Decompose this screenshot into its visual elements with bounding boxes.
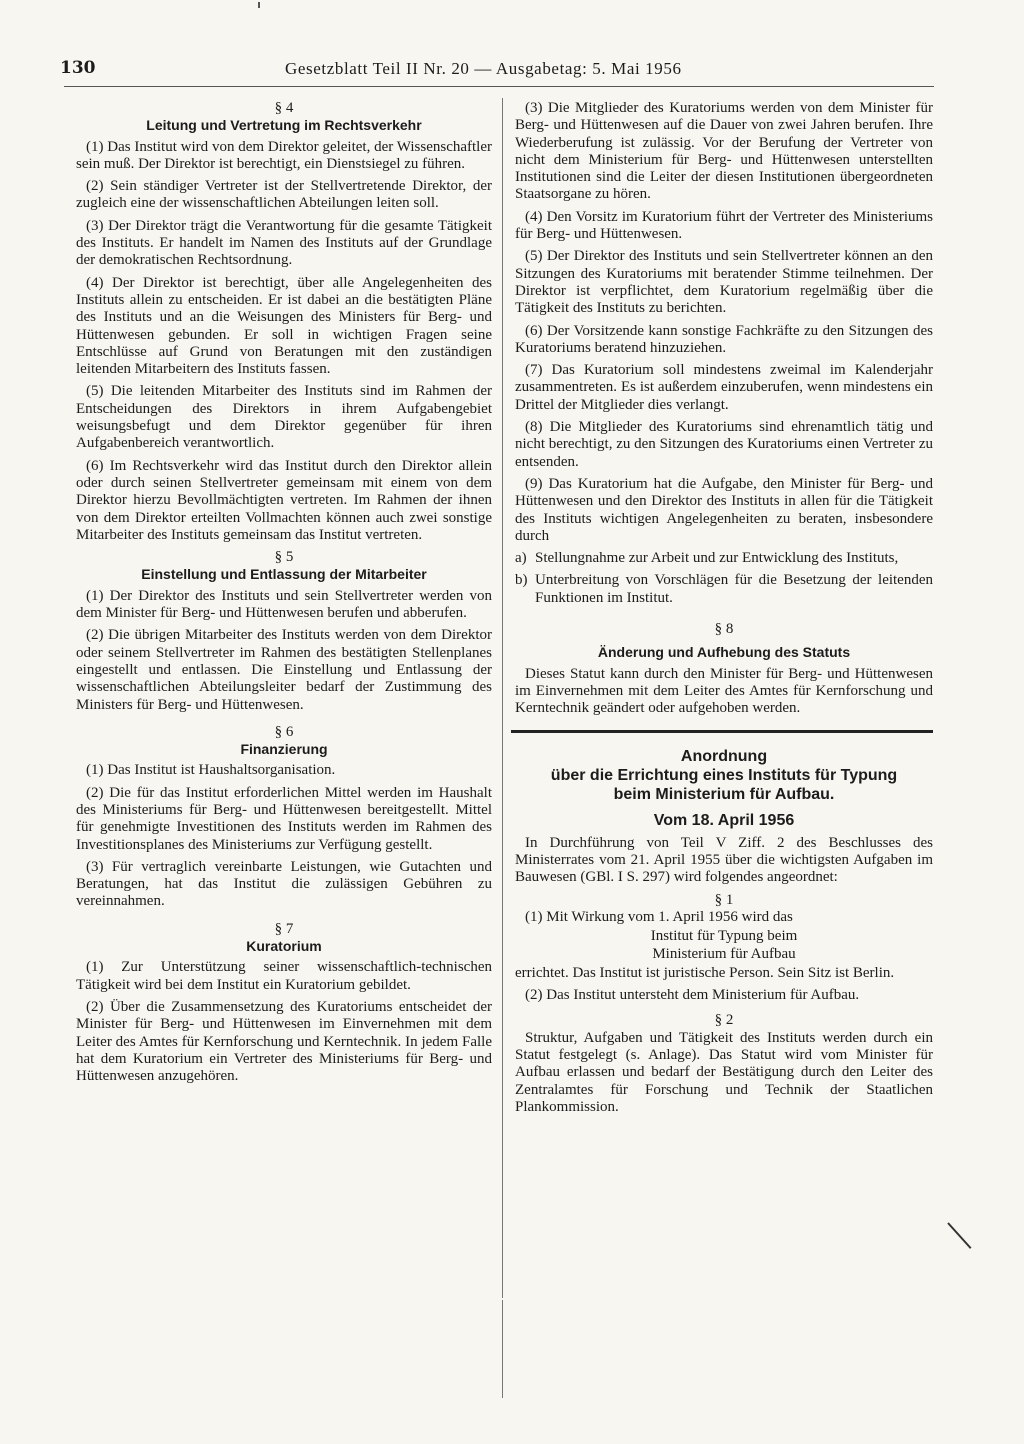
heading-line: Anordnung xyxy=(680,747,768,765)
list-item xyxy=(515,572,933,607)
page-number: 130 xyxy=(60,58,96,78)
paragraph: (5) Der Direktor des Instituts und sein Stellvertreter können an den Sitzungen des Kuratoriums mit beratender Stimme teilnehmen. Der Direktor ist verpflichtet, dem Kuratorium regelmäßig über die Tätigkeit des Instituts zu berichten. xyxy=(515,248,933,317)
paragraph: (1) Mit Wirkung vom 1. April 1956 wird das xyxy=(525,908,793,925)
paragraph: (2) Die übrigen Mitarbeiter des Instituts werden von dem Direktor oder seinem Stellvertreter im Rahmen des bestätigten Stellenplanes eingestellt und entlassen. Die Einstellung und Entlassung der wissenschaftlichen Abteilungsleiter bedarf der Zustimmung des Ministers für Berg- und Hüttenwesen. xyxy=(76,627,492,713)
paragraph: (1) Das Institut wird von dem Direktor geleitet, der Wissenschaftler sein muß. Der Direktor ist berechtigt, ein Dienstsiegel zu führen. xyxy=(76,138,492,172)
paragraph: (2) Das Institut untersteht dem Ministerium für Aufbau. xyxy=(525,987,860,1004)
paragraph: (1) Der Direktor des Instituts und sein Stellvertreter werden von dem Minister für Berg- und Hüttenwesen berufen und abberufen. xyxy=(76,587,492,622)
heading-line: über die Errichtung eines Instituts für Typung xyxy=(550,766,898,784)
list-label: a) xyxy=(515,550,527,567)
section-number: § 5 xyxy=(274,549,294,566)
paragraph: (3) Für vertraglich vereinbarte Leistungen, wie Gutachten und Beratungen, hat das Institut die zulässigen Gebühren zu vereinnahmen. xyxy=(76,858,492,910)
scan-mark-top xyxy=(258,2,260,8)
paragraph: (2) Sein ständiger Vertreter ist der Stellvertretende Direktor, der zugleich eine der wissenschaftlichen Abteilungen leiten soll. xyxy=(76,178,492,212)
left-column xyxy=(76,100,492,1090)
paragraph: (7) Das Kuratorium soll mindestens zweimal im Kalenderjahr zusammentreten. Es ist außerdem einzuberufen, wenn mindestens ein Drittel der Mitglieder dies verlangt. xyxy=(515,362,933,413)
paragraph: (1) Zur Unterstützung seiner wissenschaftlich-technischen Tätigkeit wird bei dem Institut ein Kuratorium gebildet. xyxy=(76,959,492,993)
section-title: Einstellung und Entlassung der Mitarbeiter xyxy=(141,566,427,583)
section-number: § 6 xyxy=(274,723,294,740)
paragraph: (2) Über die Zusammensetzung des Kuratoriums entscheidet der Minister für Berg- und Hüttenwesen im Einvernehmen mit dem Leiter des Amtes für Kernforschung und Kerntechnik. In jedem Falle hat dem Kuratorium ein Vertreter des Ministeriums für Berg- und Hüttenwesen anzugehören. xyxy=(76,998,492,1085)
paragraph: Dieses Statut kann durch den Minister für Berg- und Hüttenwesen im Einvernehmen mit dem Leiter des Amtes für Kernforschung und Kerntechnik geändert oder aufgehoben werden. xyxy=(515,665,933,717)
paragraph: (1) Das Institut ist Haushaltsorganisation. xyxy=(86,762,336,779)
section-number: § 8 xyxy=(714,621,734,638)
institute-name-line: Institut für Typung beim xyxy=(650,928,798,945)
section-separator xyxy=(511,730,933,733)
margin-pencil-mark xyxy=(947,1222,971,1249)
paragraph: (2) Die für das Institut erforderlichen Mittel werden im Haushalt des Ministeriums für Berg- und Hüttenwesen bereitgestellt. Mittel für genehmigte Investitionen des Instituts werden im Rahmen des Investitionsplanes des Ministeriums zur Verfügung gestellt. xyxy=(76,784,492,853)
list-label: b) xyxy=(515,572,528,589)
header-rule xyxy=(64,86,934,87)
section-number: § 2 xyxy=(714,1012,734,1029)
right-column xyxy=(515,100,933,1121)
running-title: Gesetzblatt Teil II Nr. 20 — Ausgabetag: 5. Mai 1956 xyxy=(285,59,682,78)
paragraph: (6) Im Rechtsverkehr wird das Institut durch den Direktor allein oder durch seinen Stellvertreter gemeinsam mit einem von dem Direktor hierzu Bevollmächtigten vertreten. Im Rahmen der ihnen von dem Direktor erteilten Vollmachten können auch zwei sonstige Mitarbeiter des Instituts gemeinsam das Institut vertreten. xyxy=(76,457,492,543)
paragraph: (3) Die Mitglieder des Kuratoriums werden von dem Minister für Berg- und Hüttenwesen auf die Dauer von zwei Jahren berufen. Ihre Wiederberufung ist zulässig. Vor der Berufung der Vertreter von nicht dem Ministerium für Berg- und Hüttenwesen unterstellten Institutionen sind die Leiter der diesen Institutionen übergeordneten Staatsorgane zu hören. xyxy=(515,100,933,203)
section-title: Änderung und Aufhebung des Statuts xyxy=(597,644,851,661)
paragraph: (5) Die leitenden Mitarbeiter des Instituts sind im Rahmen der Entscheidungen des Direktors in ihrem Aufgabengebiet weisungsbefugt und dem Direktor gegenüber für ihren Aufgabenbereich verantwortlich. xyxy=(76,383,492,452)
list-text: Unterbreitung von Vorschlägen für die Besetzung der leitenden Funktionen im Institut. xyxy=(535,572,933,606)
list-item xyxy=(515,550,933,567)
column-divider-lower xyxy=(502,1300,503,1398)
anordnung-heading xyxy=(515,747,933,804)
list-text: Stellungnahme zur Arbeit und zur Entwicklung des Instituts, xyxy=(535,550,899,567)
page-header xyxy=(60,58,936,82)
paragraph: (8) Die Mitglieder des Kuratoriums sind ehrenamtlich tätig und nicht berechtigt, zu den Sitzungen des Kuratoriums einen Vertreter zu entsenden. xyxy=(515,419,933,470)
section-title: Finanzierung xyxy=(240,741,328,758)
heading-line: beim Ministerium für Aufbau. xyxy=(613,785,835,803)
paragraph: errichtet. Das Institut ist juristische Person. Sein Sitz ist Berlin. xyxy=(515,964,895,981)
paragraph: (6) Der Vorsitzende kann sonstige Fachkräfte zu den Sitzungen des Kuratoriums beratend hinzuziehen. xyxy=(515,322,933,356)
section-title: Kuratorium xyxy=(246,938,322,955)
section-number: § 4 xyxy=(274,100,294,116)
paragraph: In Durchführung von Teil V Ziff. 2 des Beschlusses des Ministerrates vom 21. April 1955 über die wichtigsten Aufgaben im Bauwesen (GBl. I S. 297) wird folgendes angeordnet: xyxy=(515,834,933,886)
section-number: § 7 xyxy=(274,920,294,937)
section-number: § 1 xyxy=(714,891,734,908)
column-divider xyxy=(502,98,503,1298)
paragraph: (4) Der Direktor ist berechtigt, über alle Angelegenheiten des Instituts allein zu entscheiden. Er ist dabei an die bestätigten Pläne des Instituts und an die Weisungen des Ministers für Berg- und Hüttenwesen gebunden. Er soll in wichtigen Fragen seine Entschlüsse auf Grund von Beratungen mit den zuständigen leitenden Mitarbeitern des Instituts fassen. xyxy=(76,274,492,378)
paragraph: Struktur, Aufgaben und Tätigkeit des Instituts werden durch ein Statut festgelegt (s. Anlage). Das Statut wird vom Minister für Aufbau erlassen und bedarf der Bestätigung durch den Leiter des Zentralamtes für Forschung und Technik der Staatlichen Plankommission. xyxy=(515,1029,933,1115)
paragraph: (4) Den Vorsitz im Kuratorium führt der Vertreter des Ministeriums für Berg- und Hüttenwesen. xyxy=(515,208,933,243)
anordnung-date: Vom 18. April 1956 xyxy=(653,811,795,829)
section-title: Leitung und Vertretung im Rechtsverkehr xyxy=(146,117,422,134)
paragraph: (9) Das Kuratorium hat die Aufgabe, den Minister für Berg- und Hüttenwesen und den Direktor des Instituts in allen für die Tätigkeit des Instituts wichtigen Angelegenheiten zu beraten, insbesondere durch xyxy=(515,475,933,544)
institute-name-line: Ministerium für Aufbau xyxy=(652,945,796,962)
paragraph: (3) Der Direktor trägt die Verantwortung für die gesamte Tätigkeit des Instituts. Er handelt im Namen des Instituts auf der Grundlage der demokratischen Rechtsordnung. xyxy=(76,217,492,269)
